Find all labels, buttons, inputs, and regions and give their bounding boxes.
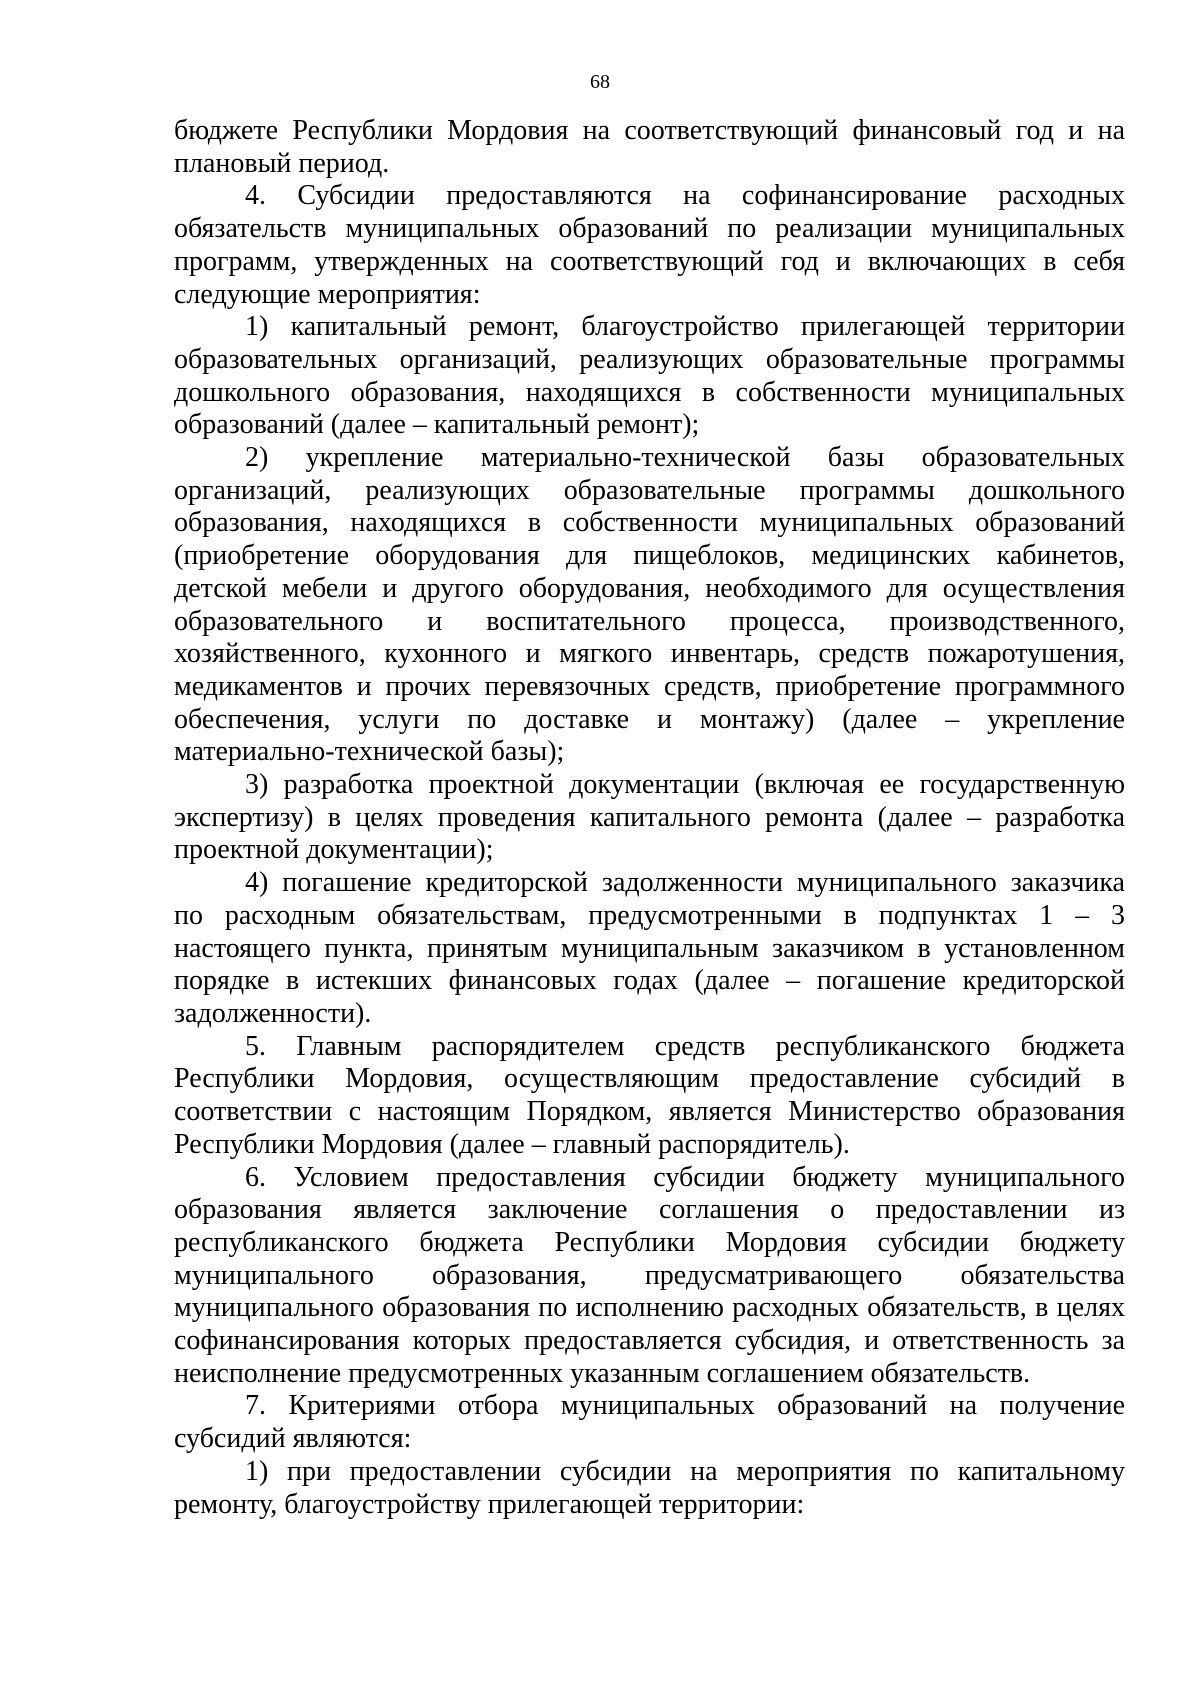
paragraph-item-7-criteria: 7. Критериями отбора муниципальных образований на получение субсидий являются: (174, 1390, 1125, 1455)
paragraph-subitem-2-material-base: 2) укрепление материально-технической базы образовательных организаций, реализующих образовательные программы дошкольного образования, находящихся в собственности муниципальных образований (приобретение оборудования для пищеблоков, медицинских кабинетов, детской мебели и другого оборудования, необходимого для осуществления образовательного и воспитательного процесса, производственного, хозяйственного, кухонного и мягкого инвентарь, средств пожаротушения, медикаментов и прочих перевязочных средств, приобретение программного обеспечения, услуги по доставке и монтажу) (далее – укрепление материально-технической базы); (174, 442, 1125, 768)
page-number: 68 (590, 71, 610, 93)
paragraph-subitem-3-project-docs: 3) разработка проектной документации (включая ее государственную экспертизу) в целях проведения капитального ремонта (далее – разработка проектной документации); (174, 769, 1125, 866)
document-body (174, 115, 1125, 1521)
paragraph-item-4-subsidies: 4. Субсидии предоставляются на софинансирование расходных обязательств муниципальных образований по реализации муниципальных программ, утвержденных на соответствующий год и включающих в себя следующие мероприятия: (174, 180, 1125, 310)
paragraph-budget-continuation: бюджете Республики Мордовия на соответствующий финансовый год и на плановый период. (174, 115, 1125, 179)
paragraph-subitem-1-capital-repair: 1) капитальный ремонт, благоустройство прилегающей территории образовательных организаций, реализующих образовательные программы дошкольного образования, находящихся в собственности муниципальных образований (далее – капитальный ремонт); (174, 311, 1125, 441)
paragraph-criteria-subitem-1: 1) при предоставлении субсидии на мероприятия по капитальному ремонту, благоустройству прилегающей территории: (174, 1455, 1125, 1520)
paragraph-item-6-condition: 6. Условием предоставления субсидии бюджету муниципального образования является заключение соглашения о предоставлении из республиканского бюджета Республики Мордовия субсидии бюджету муниципального образования, предусматривающего обязательства муниципального образования по исполнению расходных обязательств, в целях софинансирования которых предоставляется субсидия, и ответственность за неисполнение предусмотренных указанным соглашением обязательств. (174, 1161, 1125, 1389)
paragraph-subitem-4-debt-repayment: 4) погашение кредиторской задолженности муниципального заказчика по расходным обязательствам, предусмотренными в подпунктах 1 – 3 настоящего пункта, принятым муниципальным заказчиком в установленном порядке в истекших финансовых годах (далее – погашение кредиторской задолженности). (174, 867, 1125, 1029)
paragraph-item-5-chief-administrator: 5. Главным распорядителем средств республиканского бюджета Республики Мордовия, осуществляющим предоставление субсидий в соответствии с настоящим Порядком, является Министерство образования Республики Мордовия (далее – главный распорядитель). (174, 1030, 1125, 1160)
